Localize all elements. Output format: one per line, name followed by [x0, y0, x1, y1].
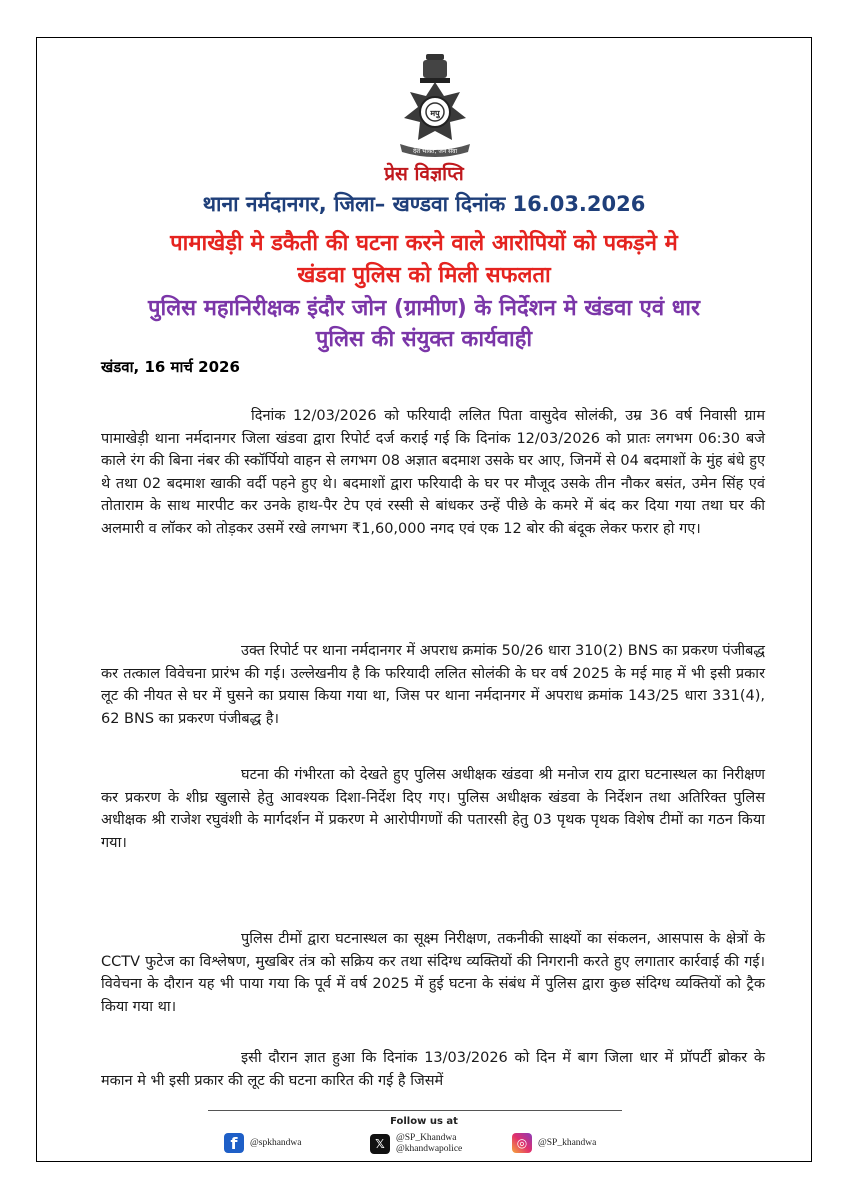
headline-line-1: पामाखेड़ी मे डकैती की घटना करने वाले आरोपियों को पकड़ने मे: [170, 231, 678, 256]
paragraph-1: दिनांक 12/03/2026 को फरियादी ललित पिता वासुदेव सोलंकी, उम्र 36 वर्ष निवासी ग्राम पामाखेड़ी थाना नर्मदानगर जिला खंडवा द्वारा रिपोर्ट दर्ज कराई गई कि दिनांक 12/03/2026 को प्रातः लगभग 06:30 बजे काले रंग की बिना नंबर की स्कॉर्पियो वाहन से लगभग 08 अज्ञात बदमाश उसके घर आए, जिनमें से 04 बदमाशों के मुंह बंधे हुए थे तथा 02 बदमाश खाकी वर्दी पहने हुए थे। बदमाशों द्वारा फरियादी के घर पर मौजूद उसके तीन नौकर बसंत, उमेन सिंह एवं तोताराम के साथ मारपीट कर उनके हाथ-पैर टेप एवं रस्सी से बांधकर उन्हें पीछे के कमरे में बंद कर दिया गया तथा घर की अलमारी व लॉकर को तोड़कर उसमें रखे लगभग ₹1,60,000 नगद एवं एक 12 बोर की बंदूक लेकर फरार हो गए।: [101, 408, 765, 537]
subheadline-line-1: पुलिस महानिरीक्षक इंदौर जोन (ग्रामीण) के निर्देशन मे खंडवा एवं धार: [148, 296, 700, 321]
paragraph-4: पुलिस टीमों द्वारा घटनास्थल का सूक्ष्म निरीक्षण, तकनीकी साक्ष्यों का संकलन, आसपास के क्षेत्रों के CCTV फुटेज का विश्लेषण, मुखबिर तंत्र को सक्रिय कर तथा संदिग्ध व्यक्तियों की निगरानी करते हुए लगातार कार्रवाई की गई। विवेचना के दौरान यह भी पाया गया कि पूर्व में वर्ष 2025 में हुई घटना के संबंध में पुलिस द्वारा कुछ संदिग्ध व्यक्तियों को ट्रैक किया गया था।: [101, 931, 765, 1015]
emblem-motto: देश भक्ति, जन सेवा: [412, 148, 458, 155]
footer-divider: [208, 1110, 622, 1111]
station-date-line: थाना नर्मदानगर, जिला– खण्डवा दिनांक 16.03.2026: [202, 192, 646, 216]
svg-text:मपु: मपु: [430, 109, 440, 118]
headline-line-2: खंडवा पुलिस को मिली सफलता: [297, 263, 551, 288]
press-release-label: प्रेस विज्ञप्ति: [384, 163, 464, 185]
x-handle-2[interactable]: @khandwapolice: [396, 1144, 463, 1154]
paragraph-3: घटना की गंभीरता को देखते हुए पुलिस अधीक्षक खंडवा श्री मनोज राय द्वारा घटनास्थल का निरीक्षण कर प्रकरण के शीघ्र खुलासे हेतु आवश्यक दिशा-निर्देश दिए गए। पुलिस अधीक्षक खंडवा के निर्देशन तथा अतिरिक्त पुलिस अधीक्षक श्री राजेश रघुवंशी के मार्गदर्शन में प्रकरण मे आरोपीगणों की पतारसी हेतु 03 पृथक पृथक विशेष टीमों का गठन किया गया।: [101, 767, 765, 851]
facebook-icon: f: [224, 1133, 244, 1153]
instagram-handle[interactable]: @SP_khandwa: [538, 1138, 597, 1148]
instagram-link[interactable]: [512, 1133, 596, 1153]
dateline: खंडवा, 16 मार्च 2026: [101, 358, 240, 376]
x-link[interactable]: [370, 1133, 462, 1155]
instagram-icon: ◎: [512, 1133, 532, 1153]
facebook-handle[interactable]: @spkhandwa: [250, 1138, 302, 1148]
follow-us-label: Follow us at: [390, 1116, 458, 1127]
paragraph-2: उक्त रिपोर्ट पर थाना नर्मदानगर में अपराध क्रमांक 50/26 धारा 310(2) BNS का प्रकरण पंजीबद्ध कर तत्काल विवेचना प्रारंभ की गई। उल्लेखनीय है कि फरियादी ललित सोलंकी के घर वर्ष 2025 के मई माह में भी इसी प्रकार लूट की नीयत से घर में घुसने का प्रयास किया गया था, जिस पर थाना नर्मदानगर में अपराध क्रमांक 143/25 धारा 331(4), 62 BNS का प्रकरण पंजीबद्ध है।: [101, 643, 765, 727]
x-handle-1[interactable]: @SP_Khandwa: [396, 1133, 457, 1143]
subheadline-line-2: पुलिस की संयुक्त कार्यवाही: [315, 327, 533, 352]
x-twitter-icon: 𝕏: [370, 1134, 390, 1154]
mp-police-emblem-icon: [392, 52, 478, 162]
paragraph-5: इसी दौरान ज्ञात हुआ कि दिनांक 13/03/2026 को दिन में बाग जिला धार में प्रॉपर्टी ब्रोकर के मकान मे भी इसी प्रकार की लूट की घटना कारित की गई है जिसमें: [101, 1050, 765, 1089]
facebook-link[interactable]: [224, 1133, 302, 1153]
